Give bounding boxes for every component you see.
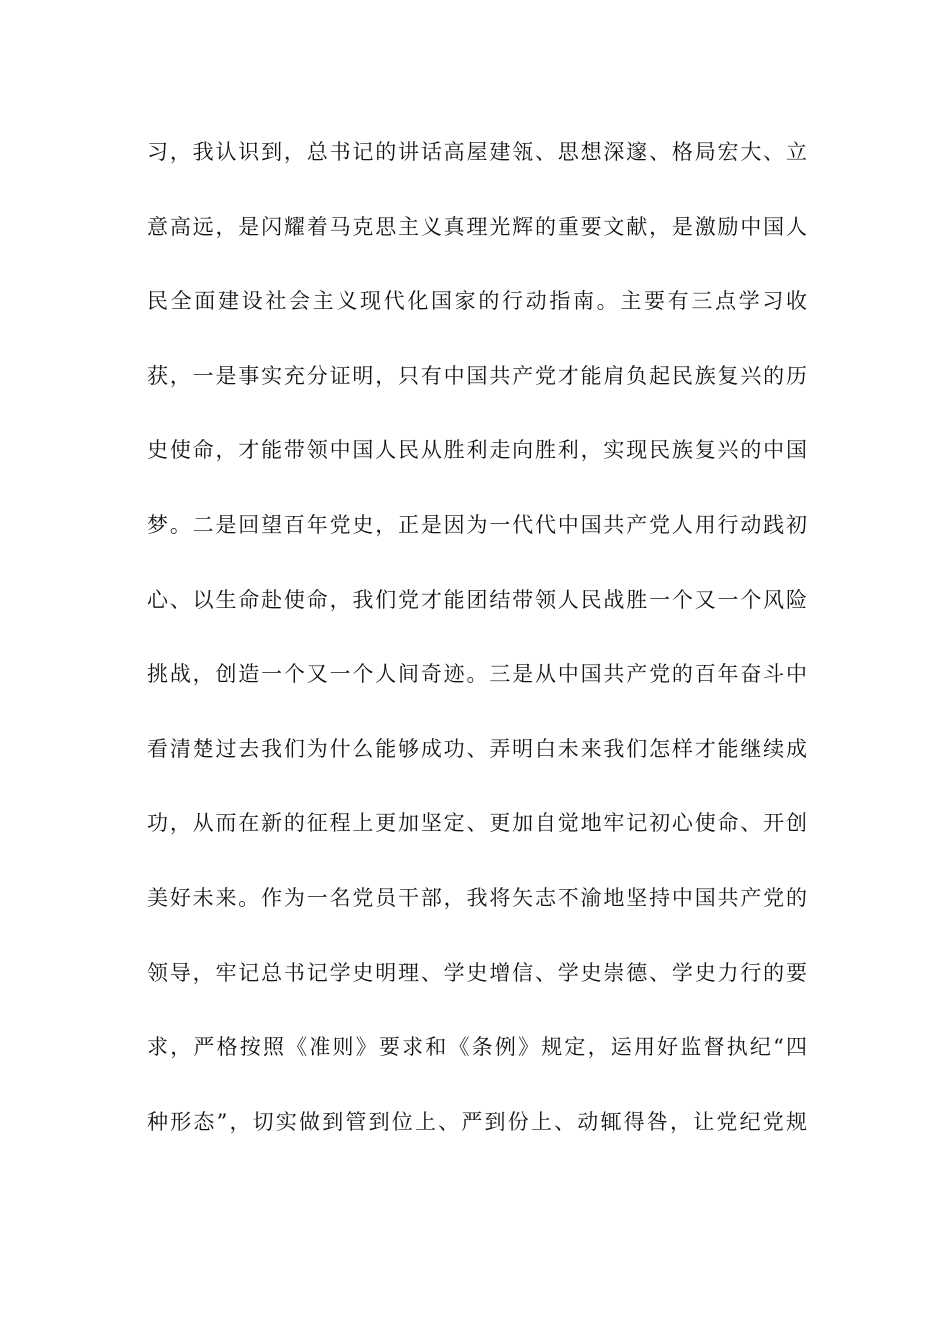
text-line: 民全面建设社会主义现代化国家的行动指南。主要有三点学习收 xyxy=(147,289,807,314)
text-line: 领导，牢记总书记学史明理、学史增信、学史崇德、学史力行的要 xyxy=(147,960,807,985)
text-line: 功，从而在新的征程上更加坚定、更加自觉地牢记初心使命、开创 xyxy=(147,811,807,836)
text-line: 美好未来。作为一名党员干部，我将矢志不渝地坚持中国共产党的 xyxy=(147,885,807,910)
text-line: 看清楚过去我们为什么能够成功、弄明白未来我们怎样才能继续成 xyxy=(147,736,807,761)
text-line: 习，我认识到，总书记的讲话高屋建瓴、思想深邃、格局宏大、立 xyxy=(147,140,807,164)
text-line: 挑战，创造一个又一个人间奇迹。三是从中国共产党的百年奋斗中 xyxy=(147,662,807,687)
text-line: 史使命，才能带领中国人民从胜利走向胜利，实现民族复兴的中国 xyxy=(147,438,807,463)
text-line: 意高远，是闪耀着马克思主义真理光辉的重要文献，是激励中国人 xyxy=(147,214,807,239)
body-text xyxy=(147,115,807,1159)
text-line: 种形态”，切实做到管到位上、严到份上、动辄得咎，让党纪党规 xyxy=(147,1109,807,1134)
text-line: 心、以生命赴使命，我们党才能团结带领人民战胜一个又一个风险 xyxy=(147,587,807,612)
text-line: 获，一是事实充分证明，只有中国共产党才能肩负起民族复兴的历 xyxy=(147,363,807,388)
text-line: 梦。二是回望百年党史，正是因为一代代中国共产党人用行动践初 xyxy=(147,512,807,537)
text-line: 求，严格按照《准则》要求和《条例》规定，运用好监督执纪“四 xyxy=(147,1035,807,1060)
